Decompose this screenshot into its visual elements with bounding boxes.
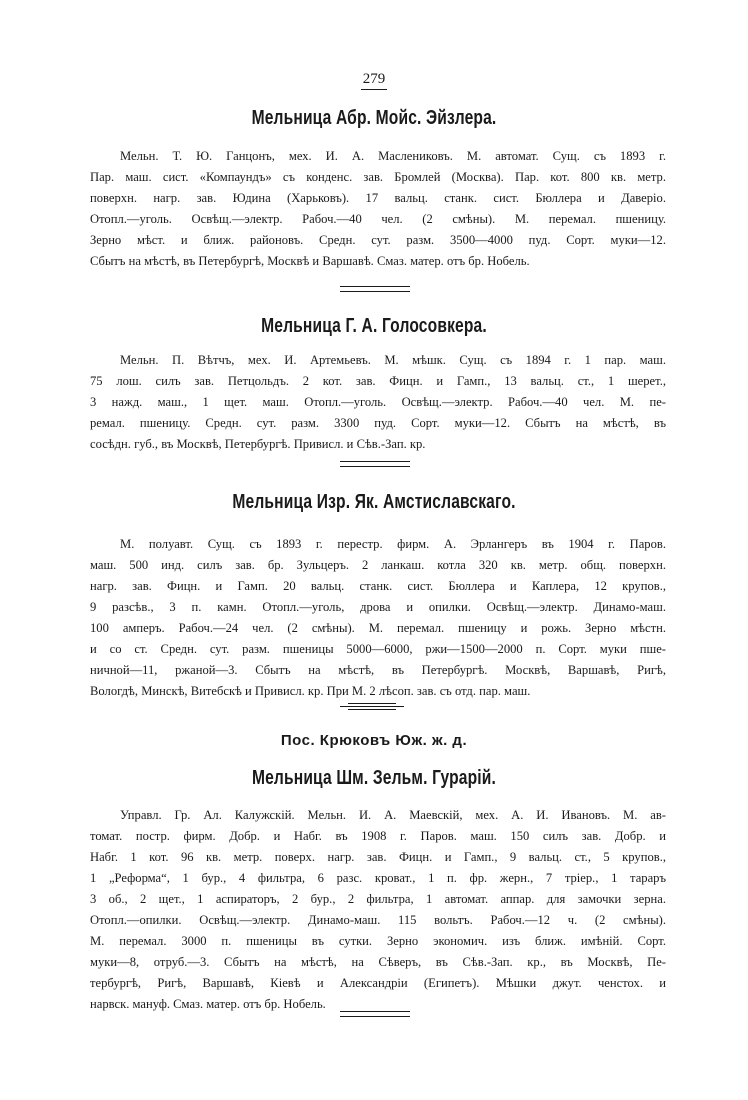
section-title-amstislavsky-mill: Мельница Изр. Як. Амстиславскаго. [232, 491, 516, 513]
section-divider [340, 461, 410, 467]
text-line: Вологдѣ, Минскѣ, Витебскѣ и Привисл. кр. При М. 2 лѣсоп. зав. съ отд. пар. маш. [90, 684, 531, 698]
text-line: поверхн. нагр. зав. Юдина (Харьковъ). 17 вальц. станк. сист. Бюллера и Даверіо. [90, 191, 666, 205]
section-divider [340, 703, 404, 710]
text-line: 9 разсѣв., 3 п. камн. Отопл.—уголь, дрова и опилки. Освѣщ.—электр. Динамо-маш. [90, 600, 666, 614]
section-title-gurary-mill: Мельница Шм. Зельм. Гурарій. [251, 767, 497, 789]
text-line: Пар. маш. сист. «Компаундъ» съ конденс. зав. Бромлей (Москва). Пар. кот. 800 кв. метр. [90, 170, 666, 184]
text-line: тербургѣ, Ригѣ, Варшавѣ, Кіевѣ и Александріи (Египетъ). Мѣшки джут. ченстох. и [90, 976, 666, 990]
section-title-eizler-mill: Мельница Абр. Мойс. Эйзлера. [251, 107, 497, 129]
page-number: 279 [0, 70, 748, 90]
section-divider [340, 286, 410, 292]
text-line: маш. 500 инд. силъ зав. бр. Зульцеръ. 2 ланкаш. котла 320 кв. метр. общ. поверхн. [90, 558, 666, 572]
text-line: Сбытъ на мѣстѣ, въ Петербургѣ, Москвѣ и Варшавѣ. Смаз. матер. отъ бр. Нобель. [90, 254, 530, 268]
text-line: 100 амперъ. Рабоч.—24 чел. (2 смѣны). М. перемал. пшеницу и рожь. Зерно мѣстн. [90, 621, 666, 635]
text-line: 1 „Реформа“, 1 бур., 4 фильтра, 6 разс. кроват., 1 п. фр. жерн., 7 тріер., 1 тараръ [90, 871, 666, 885]
text-line: Зерно мѣст. и ближ. районовъ. Средн. сут. разм. 3500—4000 пуд. Сорт. муки—12. [90, 233, 666, 247]
section-title-golosovker-mill: Мельница Г. А. Голосовкера. [261, 315, 487, 337]
text-line: М. перемал. 3000 п. пшеницы въ сутки. Зерно экономич. изъ ближ. имѣній. Сорт. [90, 934, 666, 948]
text-line: 3 нажд. маш., 1 щет. маш. Отопл.—уголь. Освѣщ.—электр. Рабоч.—40 чел. М. пе- [90, 395, 666, 409]
text-line: Набг. 1 кот. 96 кв. метр. поверх. нагр. зав. Фицн. и Гамп., 9 вальц. ст., 5 крупов., [90, 850, 666, 864]
section-divider [340, 1011, 410, 1017]
text-line: М. полуавт. Сущ. съ 1893 г. перестр. фирм. А. Эрлангеръ въ 1904 г. Паров. [120, 537, 666, 551]
text-line: 3 об., 2 щет., 1 аспираторъ, 2 бур., 2 фильтра, 1 автомат. аппар. для замочки зерна. [90, 892, 666, 906]
text-line: Отопл.—опилки. Освѣщ.—электр. Динамо-маш. 115 вольтъ. Рабоч.—12 ч. (2 смѣны). [90, 913, 666, 927]
text-line: нарвск. мануф. Смаз. матер. отъ бр. Нобель. [90, 997, 326, 1011]
text-line: Отопл.—уголь. Освѣщ.—электр. Рабоч.—40 чел. (2 смѣны). М. перемал. пшеницу. [90, 212, 666, 226]
text-line: ничной—11, ржаной—3. Сбытъ на мѣстѣ, въ Петербургѣ. Москвѣ, Варшавѣ, Ригѣ, [90, 663, 666, 677]
text-line: томат. постр. фирм. Добр. и Набг. въ 1908 г. Паров. маш. 150 силъ зав. Добр. и [90, 829, 666, 843]
text-line: Управл. Гр. Ал. Калужскій. Мельн. И. А. Маевскій, мех. А. И. Ивановъ. М. ав- [120, 808, 666, 822]
text-line: ремал. пшеницу. Средн. сут. разм. 3300 пуд. Сорт. муки—12. Сбытъ на мѣстѣ, въ [90, 416, 666, 430]
text-line: 75 лош. силъ зав. Петцольдъ. 2 кот. зав. Фицн. и Гамп., 13 вальц. ст., 1 шерет., [90, 374, 666, 388]
text-line: нагр. зав. Фицн. и Гамп. 20 вальц. станк. сист. Бюллера и Каплера, 12 крупов., [90, 579, 666, 593]
section-body-eizler-mill [90, 146, 666, 272]
text-line: муки—8, отруб.—3. Сбытъ на мѣстѣ, на Сѣверъ, въ Сѣв.-Зап. кр., въ Москвѣ, Пе- [90, 955, 666, 969]
text-line: и со ст. Средн. сут. разм. пшеницы 5000—6000, ржи—1500—2000 п. Сорт. муки пше- [90, 642, 666, 656]
text-line: Мельн. П. Вѣтчъ, мех. И. Артемьевъ. М. мѣшк. Сущ. съ 1894 г. 1 пар. маш. [120, 353, 666, 367]
section-body-gurary-mill [90, 805, 666, 1015]
section-body-golosovker-mill [90, 350, 666, 455]
location-subheading: Пос. Крюковъ Юж. ж. д. [280, 732, 468, 749]
text-line: Мельн. Т. Ю. Ганцонъ, мех. И. А. Маслениковъ. М. автомат. Сущ. съ 1893 г. [120, 149, 666, 163]
section-body-amstislavsky-mill [90, 534, 666, 702]
text-line: сосѣдн. губ., въ Москвѣ, Петербургѣ. Привисл. и Сѣв.-Зап. кр. [90, 437, 426, 451]
